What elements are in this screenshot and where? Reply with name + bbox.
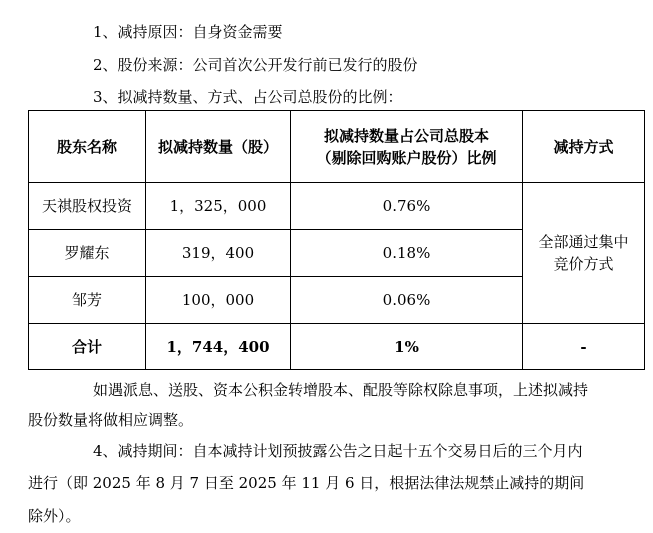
total-method: - <box>523 324 645 370</box>
row-ratio: 0.06% <box>291 277 523 324</box>
row-name: 邹芳 <box>29 277 146 324</box>
total-quantity: 1，744，400 <box>146 324 291 370</box>
header-quantity: 拟减持数量（股） <box>146 111 291 183</box>
row-quantity: 1，325，000 <box>146 183 291 230</box>
header-ratio <box>291 111 523 183</box>
header-method: 减持方式 <box>523 111 645 183</box>
method-line1: 全部通过集中 <box>538 233 629 251</box>
row-name: 天祺股权投资 <box>29 183 146 230</box>
reduction-period-line2: 进行（即 2025 年 8 月 7 日至 2025 年 11 月 6 日，根据法律法规禁止减持的期间 <box>28 474 585 492</box>
adjustment-note-line1: 如遇派息、送股、资本公积金转增股本、配股等除权除息事项，上述拟减持 <box>93 381 589 399</box>
header-shareholder-name: 股东名称 <box>29 111 146 183</box>
table-total-row <box>29 324 645 370</box>
row-ratio: 0.18% <box>291 230 523 277</box>
reduction-reason: 1、减持原因：自身资金需要 <box>93 23 283 41</box>
reduction-plan-table <box>28 110 645 370</box>
reduction-period-line3: 除外）。 <box>28 507 81 525</box>
row-quantity: 319，400 <box>146 230 291 277</box>
reduction-period-line1: 4、减持期间：自本减持计划预披露公告之日起十五个交易日后的三个月内 <box>93 442 583 460</box>
header-ratio-line2: （剔除回购账户股份）比例 <box>316 148 497 167</box>
total-label: 合计 <box>29 324 146 370</box>
method-line2: 竞价方式 <box>553 255 614 273</box>
share-source: 2、股份来源：公司首次公开发行前已发行的股份 <box>93 56 418 74</box>
table-header-row <box>29 111 645 183</box>
total-ratio: 1% <box>291 324 523 370</box>
adjustment-note-line2: 股份数量将做相应调整。 <box>28 411 194 429</box>
header-ratio-line1: 拟减持数量占公司总股本 <box>323 126 489 145</box>
row-ratio: 0.76% <box>291 183 523 230</box>
table-row <box>29 183 645 230</box>
row-method-merged <box>523 183 645 324</box>
plan-heading: 3、拟减持数量、方式、占公司总股份的比例： <box>93 88 403 106</box>
row-name: 罗耀东 <box>29 230 146 277</box>
row-quantity: 100，000 <box>146 277 291 324</box>
